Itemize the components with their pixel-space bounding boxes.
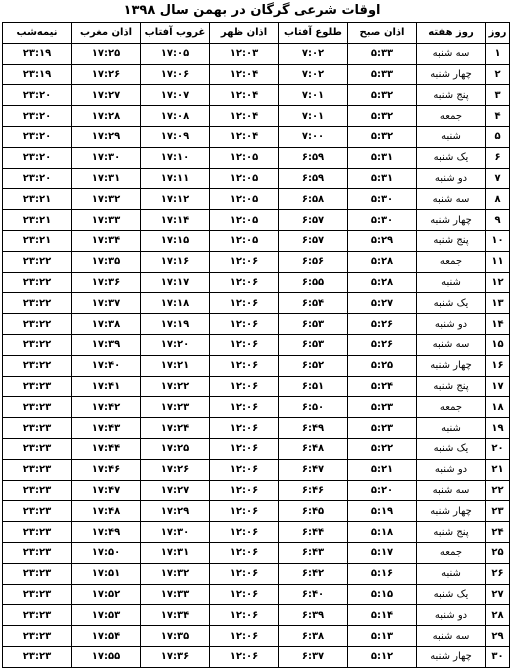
sunrise-time: ۷:۰۱ — [279, 85, 348, 106]
sunrise-time: ۶:۵۹ — [279, 147, 348, 168]
midnight-time: ۲۳:۲۳ — [3, 376, 72, 397]
maghrib-time: ۱۷:۴۷ — [72, 480, 141, 501]
sunrise-time: ۶:۴۲ — [279, 563, 348, 584]
sunrise-time: ۷:۰۲ — [279, 43, 348, 64]
dhuhr-time: ۱۲:۰۴ — [210, 85, 279, 106]
table-row — [3, 459, 510, 480]
table-row — [3, 314, 510, 335]
table-row — [3, 418, 510, 439]
maghrib-time: ۱۷:۳۶ — [72, 272, 141, 293]
sunset-time: ۱۷:۱۶ — [141, 251, 210, 272]
table-row — [3, 272, 510, 293]
day-number: ۱۷ — [486, 376, 510, 397]
header-maghrib: اذان مغرب — [72, 23, 141, 44]
dhuhr-time: ۱۲:۰۶ — [210, 459, 279, 480]
dhuhr-time: ۱۲:۰۶ — [210, 605, 279, 626]
fajr-time: ۵:۲۴ — [348, 376, 417, 397]
day-number: ۲۳ — [486, 501, 510, 522]
weekday: جمعه — [417, 542, 486, 563]
header-sunset: غروب آفتاب — [141, 23, 210, 44]
sunset-time: ۱۷:۱۵ — [141, 230, 210, 251]
page-title: اوقات شرعی گرگان در بهمن سال ۱۳۹۸ — [123, 3, 381, 18]
midnight-time: ۲۳:۲۳ — [3, 397, 72, 418]
sunrise-time: ۶:۳۷ — [279, 646, 348, 667]
dhuhr-time: ۱۲:۰۶ — [210, 646, 279, 667]
weekday: شنبه — [417, 126, 486, 147]
maghrib-time: ۱۷:۴۹ — [72, 522, 141, 543]
table-row — [3, 501, 510, 522]
weekday: چهار شنبه — [417, 64, 486, 85]
sunrise-time: ۷:۰۰ — [279, 126, 348, 147]
fajr-time: ۵:۳۱ — [348, 147, 417, 168]
maghrib-time: ۱۷:۴۸ — [72, 501, 141, 522]
weekday: دو شنبه — [417, 605, 486, 626]
maghrib-time: ۱۷:۵۳ — [72, 605, 141, 626]
dhuhr-time: ۱۲:۰۶ — [210, 522, 279, 543]
day-number: ۵ — [486, 126, 510, 147]
table-row — [3, 106, 510, 127]
table-row — [3, 355, 510, 376]
weekday: سه شنبه — [417, 334, 486, 355]
midnight-time: ۲۳:۲۳ — [3, 563, 72, 584]
midnight-time: ۲۳:۲۰ — [3, 106, 72, 127]
midnight-time: ۲۳:۲۳ — [3, 584, 72, 605]
header-sunrise: طلوع آفتاب — [279, 23, 348, 44]
sunrise-time: ۶:۵۸ — [279, 189, 348, 210]
sunset-time: ۱۷:۲۳ — [141, 397, 210, 418]
table-row — [3, 397, 510, 418]
weekday: چهار شنبه — [417, 355, 486, 376]
maghrib-time: ۱۷:۵۱ — [72, 563, 141, 584]
maghrib-time: ۱۷:۵۲ — [72, 584, 141, 605]
dhuhr-time: ۱۲:۰۵ — [210, 210, 279, 231]
day-number: ۱ — [486, 43, 510, 64]
weekday: چهار شنبه — [417, 210, 486, 231]
sunset-time: ۱۷:۲۵ — [141, 438, 210, 459]
fajr-time: ۵:۳۳ — [348, 64, 417, 85]
fajr-time: ۵:۳۰ — [348, 189, 417, 210]
midnight-time: ۲۳:۲۲ — [3, 272, 72, 293]
dhuhr-time: ۱۲:۰۵ — [210, 230, 279, 251]
sunset-time: ۱۷:۱۴ — [141, 210, 210, 231]
table-row — [3, 85, 510, 106]
prayer-times-table — [2, 22, 510, 668]
midnight-time: ۲۳:۲۲ — [3, 314, 72, 335]
fajr-time: ۵:۲۶ — [348, 314, 417, 335]
dhuhr-time: ۱۲:۰۶ — [210, 418, 279, 439]
day-number: ۲۱ — [486, 459, 510, 480]
fajr-time: ۵:۲۸ — [348, 251, 417, 272]
table-row — [3, 293, 510, 314]
table-row — [3, 334, 510, 355]
table-row — [3, 376, 510, 397]
maghrib-time: ۱۷:۴۴ — [72, 438, 141, 459]
maghrib-time: ۱۷:۵۵ — [72, 646, 141, 667]
weekday: یک شنبه — [417, 438, 486, 459]
day-number: ۳ — [486, 85, 510, 106]
table-row — [3, 189, 510, 210]
fajr-time: ۵:۲۲ — [348, 438, 417, 459]
fajr-time: ۵:۱۷ — [348, 542, 417, 563]
midnight-time: ۲۳:۲۳ — [3, 501, 72, 522]
table-row — [3, 126, 510, 147]
sunrise-time: ۶:۵۲ — [279, 355, 348, 376]
weekday: شنبه — [417, 563, 486, 584]
midnight-time: ۲۳:۲۳ — [3, 542, 72, 563]
fajr-time: ۵:۲۰ — [348, 480, 417, 501]
fajr-time: ۵:۳۲ — [348, 106, 417, 127]
sunset-time: ۱۷:۲۰ — [141, 334, 210, 355]
dhuhr-time: ۱۲:۰۶ — [210, 376, 279, 397]
sunset-time: ۱۷:۰۸ — [141, 106, 210, 127]
fajr-time: ۵:۱۵ — [348, 584, 417, 605]
midnight-time: ۲۳:۲۲ — [3, 251, 72, 272]
day-number: ۸ — [486, 189, 510, 210]
sunrise-time: ۷:۰۱ — [279, 106, 348, 127]
maghrib-time: ۱۷:۴۳ — [72, 418, 141, 439]
sunrise-time: ۶:۳۹ — [279, 605, 348, 626]
weekday: سه شنبه — [417, 189, 486, 210]
sunset-time: ۱۷:۱۷ — [141, 272, 210, 293]
dhuhr-time: ۱۲:۰۶ — [210, 563, 279, 584]
maghrib-time: ۱۷:۴۰ — [72, 355, 141, 376]
day-number: ۲۰ — [486, 438, 510, 459]
dhuhr-time: ۱۲:۰۶ — [210, 293, 279, 314]
sunset-time: ۱۷:۲۷ — [141, 480, 210, 501]
sunset-time: ۱۷:۳۱ — [141, 542, 210, 563]
midnight-time: ۲۳:۲۳ — [3, 438, 72, 459]
midnight-time: ۲۳:۲۲ — [3, 293, 72, 314]
dhuhr-time: ۱۲:۰۶ — [210, 542, 279, 563]
sunset-time: ۱۷:۰۵ — [141, 43, 210, 64]
fajr-time: ۵:۳۱ — [348, 168, 417, 189]
sunset-time: ۱۷:۱۲ — [141, 189, 210, 210]
fajr-time: ۵:۲۳ — [348, 418, 417, 439]
day-number: ۱۵ — [486, 334, 510, 355]
sunrise-time: ۶:۵۷ — [279, 230, 348, 251]
weekday: سه شنبه — [417, 480, 486, 501]
maghrib-time: ۱۷:۳۵ — [72, 251, 141, 272]
sunrise-time: ۶:۴۹ — [279, 418, 348, 439]
weekday: دو شنبه — [417, 168, 486, 189]
header-day: روز — [486, 23, 510, 44]
header-dhuhr: اذان ظهر — [210, 23, 279, 44]
maghrib-time: ۱۷:۲۹ — [72, 126, 141, 147]
sunrise-time: ۶:۵۷ — [279, 210, 348, 231]
day-number: ۲۷ — [486, 584, 510, 605]
sunset-time: ۱۷:۳۴ — [141, 605, 210, 626]
fajr-time: ۵:۲۸ — [348, 272, 417, 293]
table-row — [3, 646, 510, 667]
sunrise-time: ۶:۴۶ — [279, 480, 348, 501]
weekday: جمعه — [417, 251, 486, 272]
fajr-time: ۵:۳۲ — [348, 85, 417, 106]
maghrib-time: ۱۷:۳۷ — [72, 293, 141, 314]
day-number: ۱۳ — [486, 293, 510, 314]
midnight-time: ۲۳:۲۱ — [3, 189, 72, 210]
weekday: یک شنبه — [417, 147, 486, 168]
sunrise-time: ۶:۵۵ — [279, 272, 348, 293]
sunset-time: ۱۷:۰۶ — [141, 64, 210, 85]
midnight-time: ۲۳:۲۳ — [3, 418, 72, 439]
sunrise-time: ۶:۴۷ — [279, 459, 348, 480]
fajr-time: ۵:۲۶ — [348, 334, 417, 355]
sunrise-time: ۶:۴۰ — [279, 584, 348, 605]
table-row — [3, 522, 510, 543]
sunrise-time: ۶:۳۸ — [279, 626, 348, 647]
midnight-time: ۲۳:۲۰ — [3, 147, 72, 168]
day-number: ۲۲ — [486, 480, 510, 501]
fajr-time: ۵:۲۷ — [348, 293, 417, 314]
midnight-time: ۲۳:۱۹ — [3, 64, 72, 85]
fajr-time: ۵:۱۸ — [348, 522, 417, 543]
maghrib-time: ۱۷:۲۵ — [72, 43, 141, 64]
sunset-time: ۱۷:۱۹ — [141, 314, 210, 335]
sunrise-time: ۶:۵۳ — [279, 314, 348, 335]
header-fajr: اذان صبح — [348, 23, 417, 44]
sunset-time: ۱۷:۱۱ — [141, 168, 210, 189]
sunset-time: ۱۷:۳۶ — [141, 646, 210, 667]
weekday: جمعه — [417, 106, 486, 127]
sunset-time: ۱۷:۳۳ — [141, 584, 210, 605]
sunset-time: ۱۷:۲۲ — [141, 376, 210, 397]
midnight-time: ۲۳:۲۱ — [3, 230, 72, 251]
day-number: ۷ — [486, 168, 510, 189]
weekday: یک شنبه — [417, 293, 486, 314]
table-row — [3, 605, 510, 626]
maghrib-time: ۱۷:۵۰ — [72, 542, 141, 563]
sunset-time: ۱۷:۳۵ — [141, 626, 210, 647]
day-number: ۹ — [486, 210, 510, 231]
sunrise-time: ۶:۴۵ — [279, 501, 348, 522]
weekday: یک شنبه — [417, 584, 486, 605]
sunrise-time: ۶:۵۱ — [279, 376, 348, 397]
sunrise-time: ۶:۴۸ — [279, 438, 348, 459]
dhuhr-time: ۱۲:۰۵ — [210, 147, 279, 168]
day-number: ۲۵ — [486, 542, 510, 563]
midnight-time: ۲۳:۲۱ — [3, 210, 72, 231]
table-row — [3, 210, 510, 231]
dhuhr-time: ۱۲:۰۶ — [210, 626, 279, 647]
dhuhr-time: ۱۲:۰۶ — [210, 314, 279, 335]
sunset-time: ۱۷:۰۷ — [141, 85, 210, 106]
sunset-time: ۱۷:۲۹ — [141, 501, 210, 522]
maghrib-time: ۱۷:۳۲ — [72, 189, 141, 210]
sunrise-time: ۶:۴۴ — [279, 522, 348, 543]
sunrise-time: ۷:۰۲ — [279, 64, 348, 85]
midnight-time: ۲۳:۲۳ — [3, 605, 72, 626]
fajr-time: ۵:۲۳ — [348, 397, 417, 418]
weekday: چهار شنبه — [417, 646, 486, 667]
day-number: ۱۲ — [486, 272, 510, 293]
dhuhr-time: ۱۲:۰۴ — [210, 126, 279, 147]
fajr-time: ۵:۳۰ — [348, 210, 417, 231]
maghrib-time: ۱۷:۵۴ — [72, 626, 141, 647]
midnight-time: ۲۳:۱۹ — [3, 43, 72, 64]
dhuhr-time: ۱۲:۰۶ — [210, 438, 279, 459]
maghrib-time: ۱۷:۲۷ — [72, 85, 141, 106]
table-row — [3, 542, 510, 563]
sunset-time: ۱۷:۲۱ — [141, 355, 210, 376]
maghrib-time: ۱۷:۳۳ — [72, 210, 141, 231]
midnight-time: ۲۳:۲۰ — [3, 168, 72, 189]
table-row — [3, 168, 510, 189]
fajr-time: ۵:۳۳ — [348, 43, 417, 64]
day-number: ۱۹ — [486, 418, 510, 439]
sunset-time: ۱۷:۲۶ — [141, 459, 210, 480]
sunset-time: ۱۷:۲۴ — [141, 418, 210, 439]
table-row — [3, 251, 510, 272]
midnight-time: ۲۳:۲۳ — [3, 626, 72, 647]
maghrib-time: ۱۷:۳۸ — [72, 314, 141, 335]
dhuhr-time: ۱۲:۰۴ — [210, 64, 279, 85]
maghrib-time: ۱۷:۴۶ — [72, 459, 141, 480]
day-number: ۳۰ — [486, 646, 510, 667]
sunset-time: ۱۷:۱۸ — [141, 293, 210, 314]
maghrib-time: ۱۷:۲۸ — [72, 106, 141, 127]
dhuhr-time: ۱۲:۰۶ — [210, 334, 279, 355]
dhuhr-time: ۱۲:۰۶ — [210, 501, 279, 522]
dhuhr-time: ۱۲:۰۵ — [210, 189, 279, 210]
maghrib-time: ۱۷:۳۴ — [72, 230, 141, 251]
weekday: شنبه — [417, 272, 486, 293]
fajr-time: ۵:۱۳ — [348, 626, 417, 647]
dhuhr-time: ۱۲:۰۶ — [210, 355, 279, 376]
weekday: دو شنبه — [417, 314, 486, 335]
weekday: سه شنبه — [417, 43, 486, 64]
sunset-time: ۱۷:۳۲ — [141, 563, 210, 584]
maghrib-time: ۱۷:۴۱ — [72, 376, 141, 397]
day-number: ۱۰ — [486, 230, 510, 251]
midnight-time: ۲۳:۲۰ — [3, 85, 72, 106]
table-row — [3, 43, 510, 64]
sunrise-time: ۶:۵۳ — [279, 334, 348, 355]
midnight-time: ۲۳:۲۲ — [3, 355, 72, 376]
midnight-time: ۲۳:۲۳ — [3, 480, 72, 501]
fajr-time: ۵:۱۲ — [348, 646, 417, 667]
weekday: پنج شنبه — [417, 85, 486, 106]
weekday: شنبه — [417, 418, 486, 439]
table-row — [3, 64, 510, 85]
table-row — [3, 230, 510, 251]
weekday: دو شنبه — [417, 459, 486, 480]
table-body — [3, 43, 510, 667]
sunrise-time: ۶:۵۶ — [279, 251, 348, 272]
sunrise-time: ۶:۴۳ — [279, 542, 348, 563]
fajr-time: ۵:۳۲ — [348, 126, 417, 147]
day-number: ۱۸ — [486, 397, 510, 418]
table-row — [3, 626, 510, 647]
midnight-time: ۲۳:۲۰ — [3, 126, 72, 147]
sunrise-time: ۶:۵۰ — [279, 397, 348, 418]
dhuhr-time: ۱۲:۰۵ — [210, 168, 279, 189]
sunset-time: ۱۷:۱۰ — [141, 147, 210, 168]
weekday: سه شنبه — [417, 626, 486, 647]
day-number: ۱۴ — [486, 314, 510, 335]
table-row — [3, 438, 510, 459]
weekday: چهار شنبه — [417, 501, 486, 522]
sunrise-time: ۶:۵۹ — [279, 168, 348, 189]
table-row — [3, 584, 510, 605]
dhuhr-time: ۱۲:۰۴ — [210, 106, 279, 127]
day-number: ۱۶ — [486, 355, 510, 376]
sunset-time: ۱۷:۳۰ — [141, 522, 210, 543]
sunrise-time: ۶:۵۴ — [279, 293, 348, 314]
dhuhr-time: ۱۲:۰۶ — [210, 397, 279, 418]
maghrib-time: ۱۷:۳۰ — [72, 147, 141, 168]
fajr-time: ۵:۲۹ — [348, 230, 417, 251]
header-weekday: روز هفته — [417, 23, 486, 44]
fajr-time: ۵:۱۶ — [348, 563, 417, 584]
midnight-time: ۲۳:۲۳ — [3, 646, 72, 667]
dhuhr-time: ۱۲:۰۳ — [210, 43, 279, 64]
day-number: ۲۹ — [486, 626, 510, 647]
dhuhr-time: ۱۲:۰۶ — [210, 480, 279, 501]
table-row — [3, 480, 510, 501]
maghrib-time: ۱۷:۳۱ — [72, 168, 141, 189]
day-number: ۴ — [486, 106, 510, 127]
weekday: پنج شنبه — [417, 522, 486, 543]
dhuhr-time: ۱۲:۰۶ — [210, 584, 279, 605]
header-midnight: نیمه‌شب — [3, 23, 72, 44]
fajr-time: ۵:۱۴ — [348, 605, 417, 626]
fajr-time: ۵:۲۱ — [348, 459, 417, 480]
dhuhr-time: ۱۲:۰۶ — [210, 251, 279, 272]
day-number: ۶ — [486, 147, 510, 168]
fajr-time: ۵:۱۹ — [348, 501, 417, 522]
maghrib-time: ۱۷:۴۲ — [72, 397, 141, 418]
midnight-time: ۲۳:۲۳ — [3, 522, 72, 543]
sunset-time: ۱۷:۰۹ — [141, 126, 210, 147]
midnight-time: ۲۳:۲۲ — [3, 334, 72, 355]
maghrib-time: ۱۷:۳۹ — [72, 334, 141, 355]
table-row — [3, 563, 510, 584]
weekday: پنج شنبه — [417, 230, 486, 251]
midnight-time: ۲۳:۲۳ — [3, 459, 72, 480]
weekday: پنج شنبه — [417, 376, 486, 397]
maghrib-time: ۱۷:۲۶ — [72, 64, 141, 85]
table-header-row — [3, 23, 510, 44]
fajr-time: ۵:۲۵ — [348, 355, 417, 376]
day-number: ۱۱ — [486, 251, 510, 272]
day-number: ۲ — [486, 64, 510, 85]
day-number: ۲۴ — [486, 522, 510, 543]
day-number: ۲۶ — [486, 563, 510, 584]
dhuhr-time: ۱۲:۰۶ — [210, 272, 279, 293]
table-row — [3, 147, 510, 168]
day-number: ۲۸ — [486, 605, 510, 626]
weekday: جمعه — [417, 397, 486, 418]
